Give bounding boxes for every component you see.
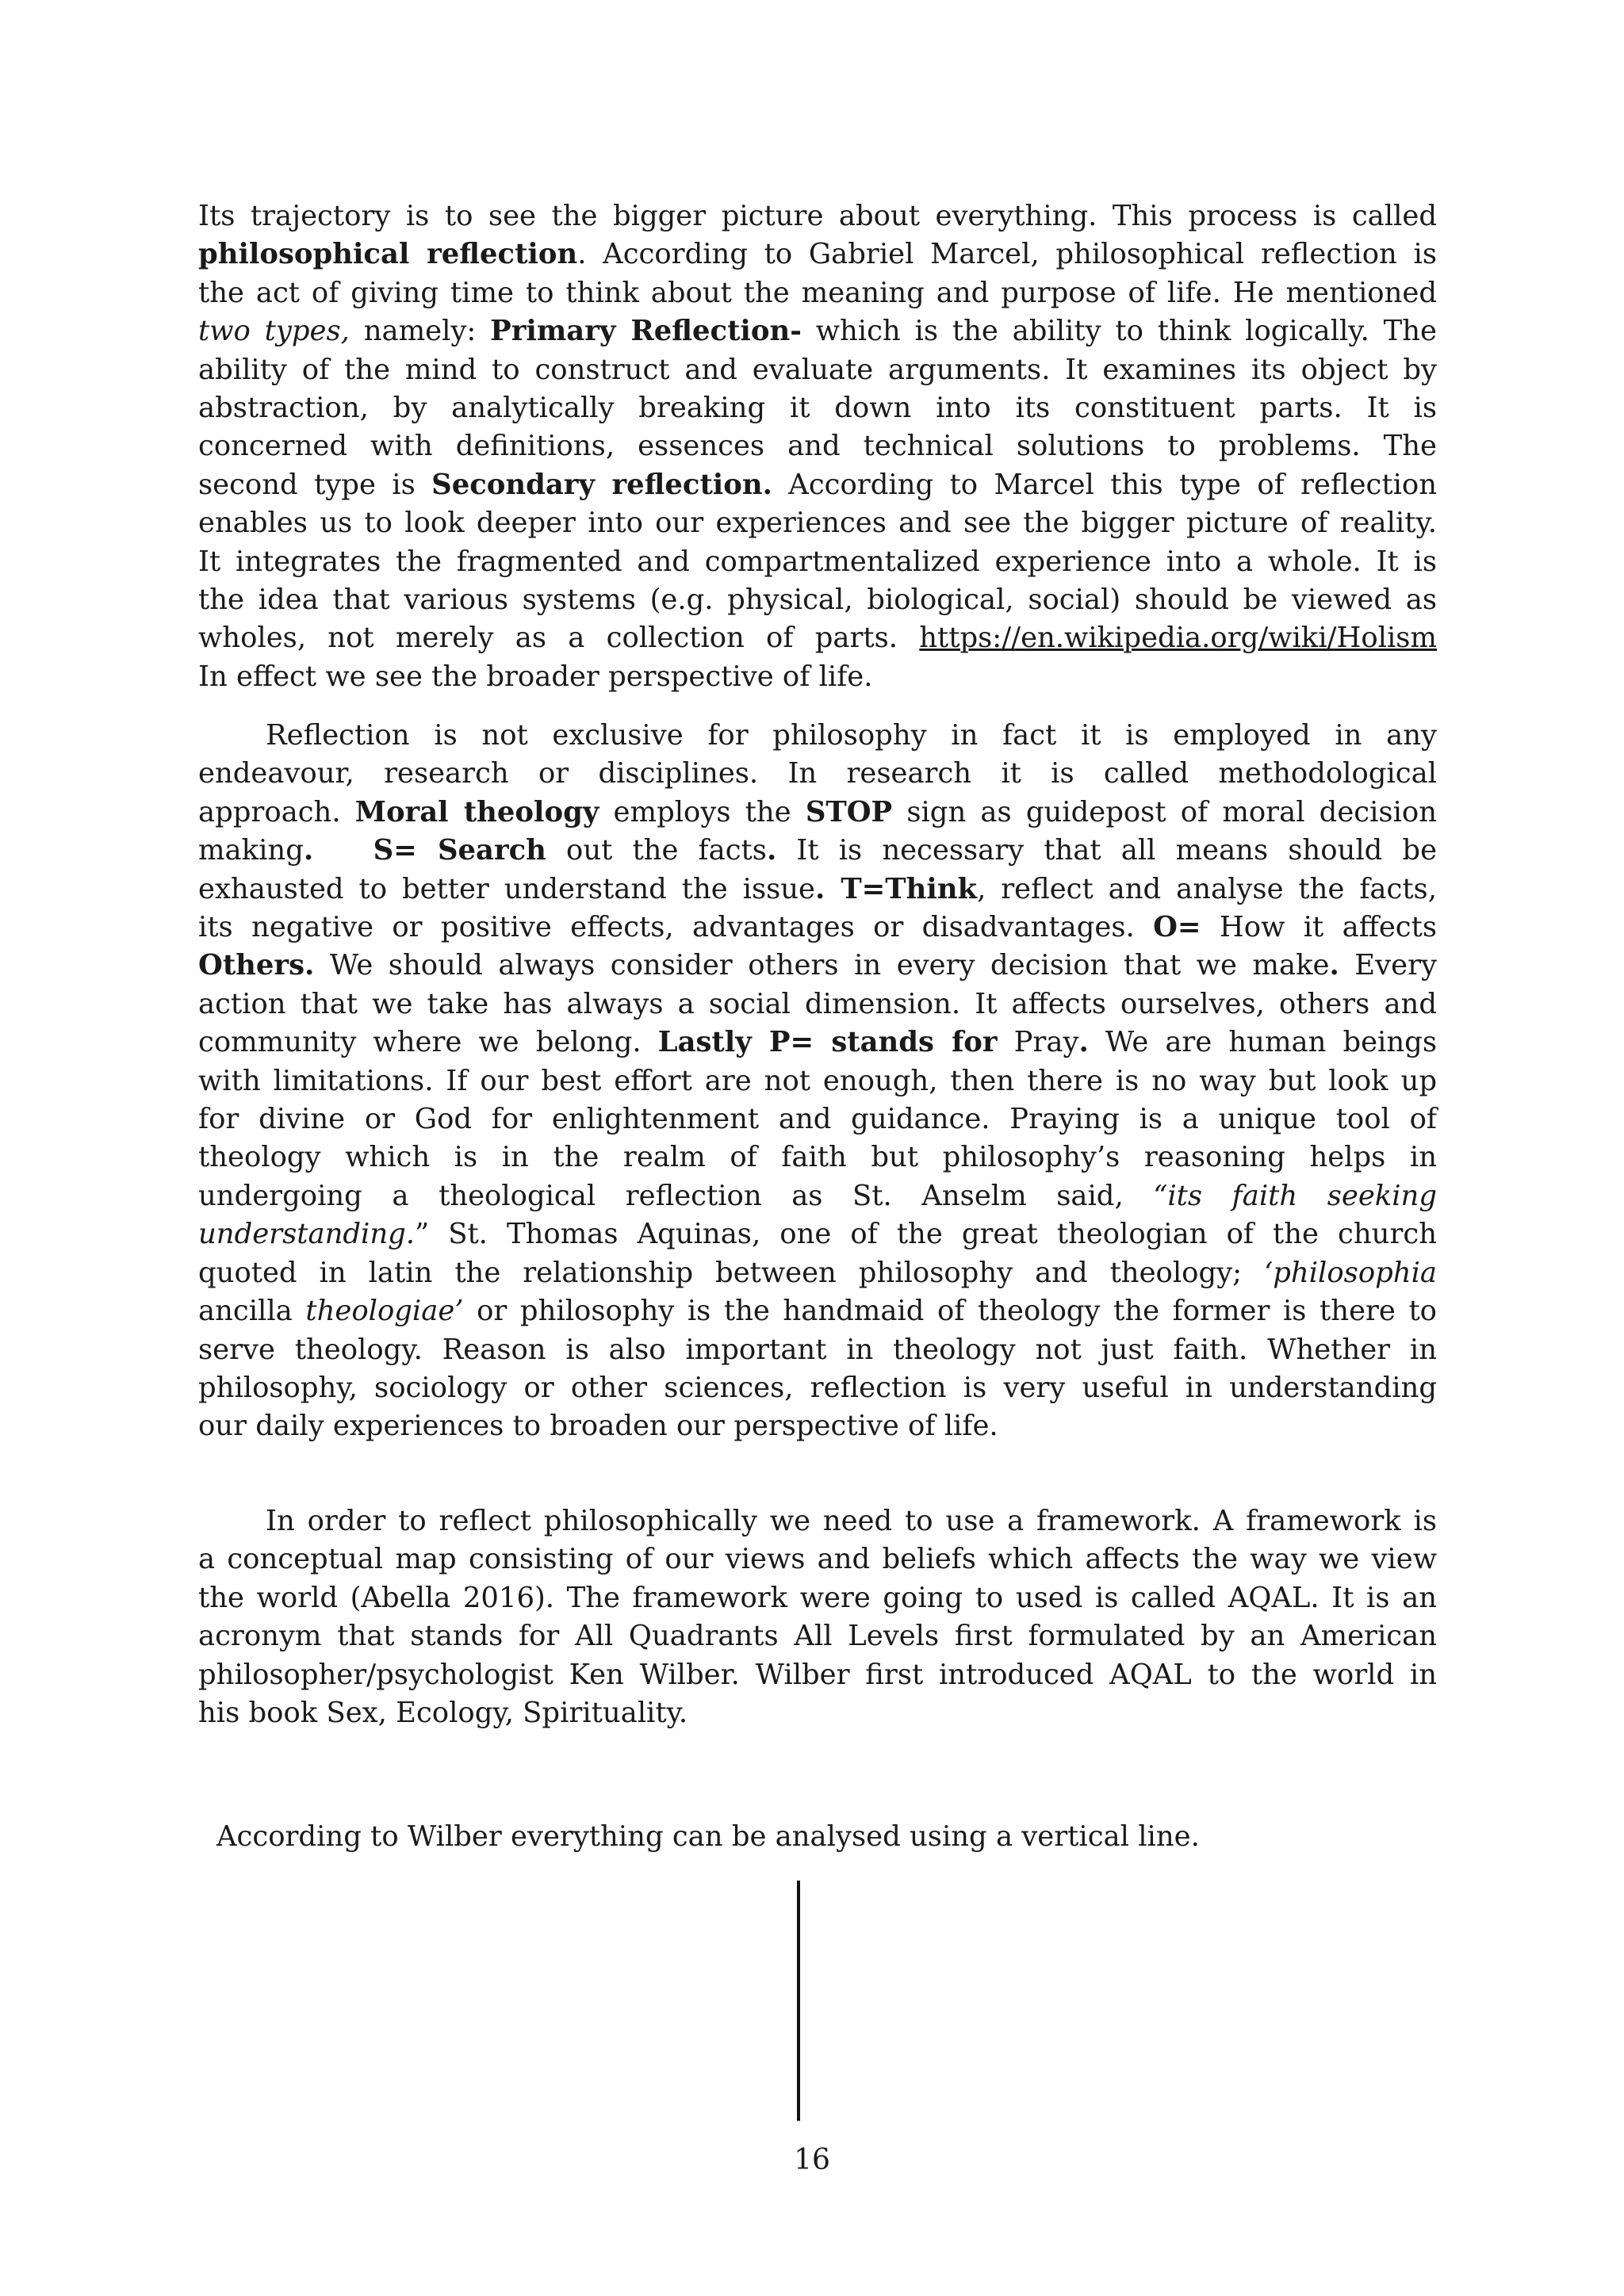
italic-term: ‘philosophia <box>1264 1256 1437 1289</box>
holism-link[interactable]: https://en.wikipedia.org/wiki/Holism <box>919 622 1437 655</box>
bold-term: . T=Think <box>815 872 978 905</box>
text-line: with limitations. If our best effort are not enough, then there is no way but look up <box>198 1064 1437 1097</box>
text-line: wholes, not merely as a collection of parts. https://en.wikipedia.org/wiki/Holism <box>198 622 1437 655</box>
italic-term: theologiae’ <box>305 1295 464 1328</box>
text-line: its negative or positive effects, advantages or disadvantages. O= How it affects <box>198 911 1437 944</box>
paragraph-vertical-line-intro: According to Wilber everything can be analysed using a vertical line. <box>216 1820 1200 1853</box>
text-line: action that we take has always a social dimension. It affects ourselves, others and <box>198 987 1437 1020</box>
bold-term: Lastly P= stands for <box>657 1026 998 1059</box>
text-line: concerned with definitions, essences and technical solutions to problems. The <box>198 430 1437 463</box>
bold-term: Moral theology <box>354 795 599 828</box>
bold-term: Others. <box>198 949 315 982</box>
italic-term: two types, <box>198 315 350 348</box>
text-line: enables us to look deeper into our experiences and see the bigger picture of reality. <box>198 507 1437 540</box>
bold-term: Secondary reflection. <box>431 468 772 501</box>
text-line: our daily experiences to broaden our perspective of life. <box>198 1410 998 1443</box>
text-line: quoted in latin the relationship between philosophy and theology; ‘philosophia <box>198 1256 1437 1289</box>
text-line: In effect we see the broader perspective of life. <box>198 660 873 693</box>
bold-term: STOP <box>805 795 893 828</box>
text-line: It integrates the fragmented and compartmentalized experience into a whole. It is <box>198 545 1437 578</box>
text-line: acronym that stands for All Quadrants All Levels first formulated by an American <box>198 1620 1437 1653</box>
text-line: philosophical reflection. According to Gabriel Marcel, philosophical reflection is <box>198 238 1437 271</box>
text-line: two types, namely: Primary Reflection- which is the ability to think logically. The <box>198 315 1437 348</box>
text-line: theology which is in the realm of faith but philosophy’s reasoning helps in <box>198 1141 1437 1174</box>
text-line: Others. We should always consider others in every decision that we make. Every <box>198 949 1437 982</box>
bold-term: . <box>303 834 314 867</box>
bold-term: . <box>1329 949 1339 982</box>
text-line: Reflection is not exclusive for philosophy in fact it is employed in any <box>266 719 1437 752</box>
text-line: ancilla theologiae’ or philosophy is the handmaid of theology the former is there to <box>198 1295 1437 1328</box>
paragraph-aqal-framework <box>198 1502 1437 1732</box>
text-line: his book Sex, Ecology, Spirituality. <box>198 1697 688 1730</box>
bold-term: Primary Reflection- <box>490 315 802 348</box>
text-line: philosophy, sociology or other sciences, reflection is very useful in understanding <box>198 1371 1437 1404</box>
paragraph-stop-sign <box>198 717 1437 1446</box>
bold-term: . <box>766 834 777 867</box>
bold-term: philosophical reflection <box>198 238 578 271</box>
text-line: ability of the mind to construct and evaluate arguments. It examines its object by <box>198 353 1437 386</box>
text-line: Its trajectory is to see the bigger picture about everything. This process is called <box>198 200 1437 232</box>
text-line: abstraction, by analytically breaking it down into its constituent parts. It is <box>198 392 1437 425</box>
text-line: community where we belong. Lastly P= stands for Pray. We are human beings <box>198 1026 1437 1059</box>
text-line: understanding.” St. Thomas Aquinas, one of the great theologian of the church <box>198 1218 1437 1251</box>
text-line: undergoing a theological reflection as St. Anselm said, “its faith seeking <box>198 1179 1437 1212</box>
bold-term: O= <box>1153 911 1201 944</box>
text-line: making. S= Search out the facts. It is necessary that all means should be <box>198 834 1438 867</box>
text-line: second type is Secondary reflection. According to Marcel this type of reflection <box>198 468 1437 501</box>
text-line: for divine or God for enlightenment and guidance. Praying is a unique tool of <box>198 1103 1437 1136</box>
text-line: serve theology. Reason is also important in theology not just faith. Whether in <box>198 1333 1437 1366</box>
text-line: approach. Moral theology employs the STOP sign as guidepost of moral decision <box>198 795 1438 828</box>
vertical-line-figure <box>797 1881 800 2121</box>
text-line: the act of giving time to think about the meaning and purpose of life. He mentioned <box>198 276 1437 309</box>
text-line: a conceptual map consisting of our views and beliefs which affects the way we view <box>198 1543 1437 1576</box>
italic-term: understanding. <box>198 1218 416 1251</box>
bold-term: . <box>1078 1026 1089 1059</box>
text-line: philosopher/psychologist Ken Wilber. Wilber first introduced AQAL to the world in <box>198 1658 1437 1691</box>
text-line: the world (Abella 2016). The framework were going to used is called AQAL. It is an <box>198 1581 1437 1614</box>
page-number: 16 <box>794 2144 830 2176</box>
text-line: endeavour, research or disciplines. In research it is called methodological <box>198 757 1437 790</box>
text-line: exhausted to better understand the issue. T=Think, reflect and analyse the facts, <box>198 872 1437 905</box>
paragraph-philosophical-reflection <box>198 197 1437 696</box>
text-line: In order to reflect philosophically we need to use a framework. A framework is <box>266 1505 1437 1537</box>
text-line: the idea that various systems (e.g. physical, biological, social) should be viewed as <box>198 584 1437 617</box>
bold-term: S= Search <box>373 834 546 867</box>
italic-term: “its faith seeking <box>1153 1179 1437 1212</box>
